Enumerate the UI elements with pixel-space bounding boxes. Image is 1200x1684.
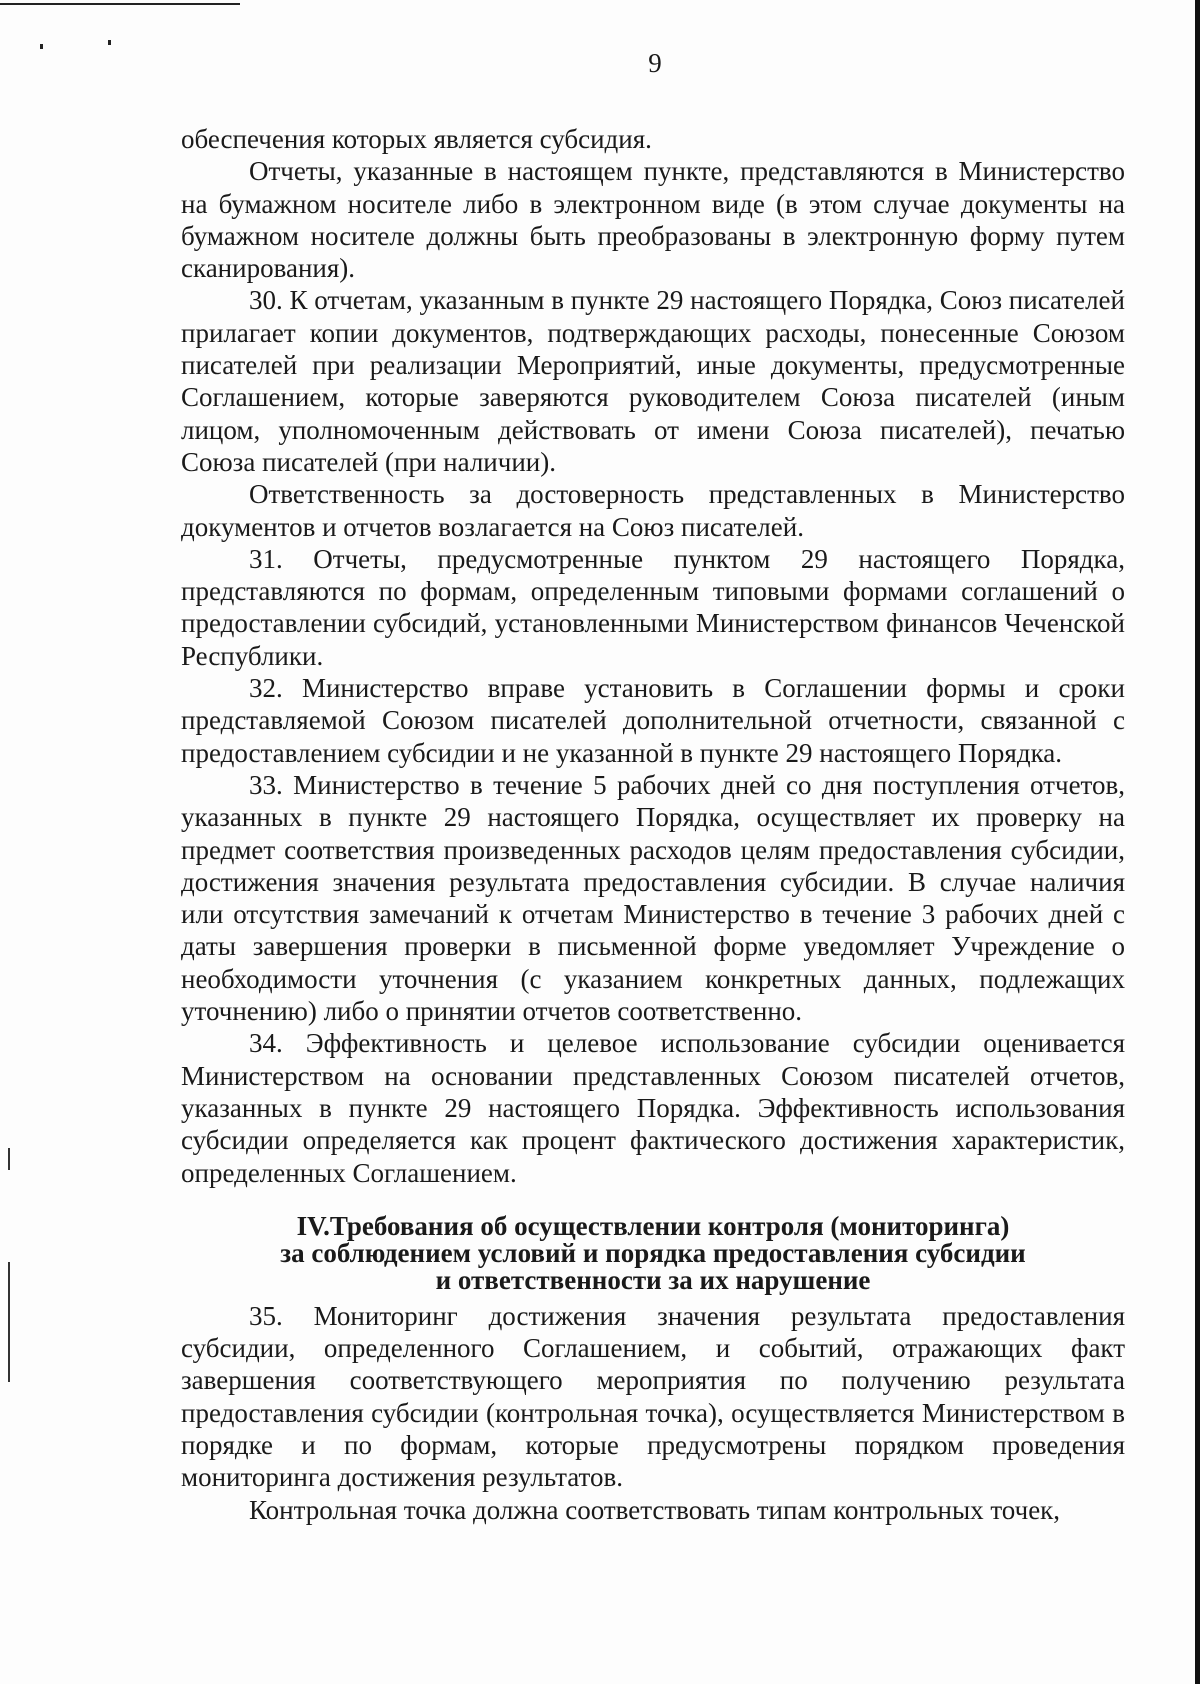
- section-heading-line: IV.Требования об осуществлении контроля (мониторинга): [296, 1210, 1010, 1241]
- paragraph-item-33: 33. Министерство в течение 5 рабочих дней со дня поступления отчетов, указанных в пункте 29 настоящего Порядка, осуществляет их проверку на предмет соответствия произведенных расходов целям предоставления субсидии, достижения значения результата предоставления субсидии. В случае наличия или отсутствия замечаний к отчетам Министерство в течение 3 рабочих дней с даты завершения проверки в письменной форме уведомляет Учреждение о необходимости уточнения (с указанием конкретных данных, подлежащих уточнению) либо о принятии отчетов соответственно.: [181, 769, 1125, 1027]
- paragraph: обеспечения которых является субсидия.: [181, 124, 652, 154]
- section-heading-line: за соблюдением условий и порядка предоставления субсидии: [280, 1237, 1026, 1268]
- scan-artifact-mark: [8, 1148, 10, 1170]
- paragraph: Ответственность за достоверность представленных в Министерство документов и отчетов возлагается на Союз писателей.: [181, 479, 1125, 542]
- paragraph-item-35: 35. Мониторинг достижения значения результата предоставления субсидии, определенного Соглашением, и событий, отражающих факт завершения соответствующего мероприятия по получению результата предоставления субсидии (контрольная точка), осуществляется Министерством в порядке и по формам, которые предусмотрены порядком проведения мониторинга достижения результатов.: [181, 1300, 1125, 1493]
- section-heading: [181, 1210, 1125, 1295]
- paragraph-item-34: 34. Эффективность и целевое использование субсидии оценивается Министерством на основании представленных Союзом писателей отчетов, указанных в пункте 29 настоящего Порядка. Эффективность использования субсидии определяется как процент фактического достижения характеристик, определенных Соглашением.: [181, 1028, 1125, 1188]
- scan-edge: [1195, 0, 1200, 1684]
- page-number: 9: [648, 48, 662, 78]
- scan-artifact-line: [0, 3, 240, 5]
- scan-artifact-mark: [8, 1262, 10, 1382]
- paragraph-item-30: 30. К отчетам, указанным в пункте 29 настоящего Порядка, Союз писателей прилагает копии документов, подтверждающих расходы, понесенные Союзом писателей при реализации Мероприятий, иные документы, предусмотренные Соглашением, которые заверяются руководителем Союза писателей (иным лицом, уполномоченным действовать от имени Союза писателей), печатью Союза писателей (при наличии).: [181, 285, 1125, 477]
- paragraph: Отчеты, указанные в настоящем пункте, представляются в Министерство на бумажном носителе либо в электронном виде (в этом случае документы на бумажном носителе должны быть преобразованы в электронную форму путем сканирования).: [181, 156, 1125, 284]
- section-heading-line: и ответственности за их нарушение: [435, 1264, 871, 1295]
- paragraph-item-32: 32. Министерство вправе установить в Соглашении формы и сроки представляемой Союзом писателей дополнительной отчетности, связанной с предоставлением субсидии и не указанной в пункте 29 настоящего Порядка.: [181, 673, 1125, 768]
- paragraph-item-31: 31. Отчеты, предусмотренные пунктом 29 настоящего Порядка, представляются по формам, определенным типовыми формами соглашений о предоставлении субсидий, установленными Министерством финансов Чеченской Республики.: [181, 543, 1125, 671]
- paragraph: Контрольная точка должна соответствовать типам контрольных точек,: [249, 1494, 1061, 1525]
- scan-artifact-dot: [108, 40, 111, 45]
- document-body: [181, 123, 1125, 1526]
